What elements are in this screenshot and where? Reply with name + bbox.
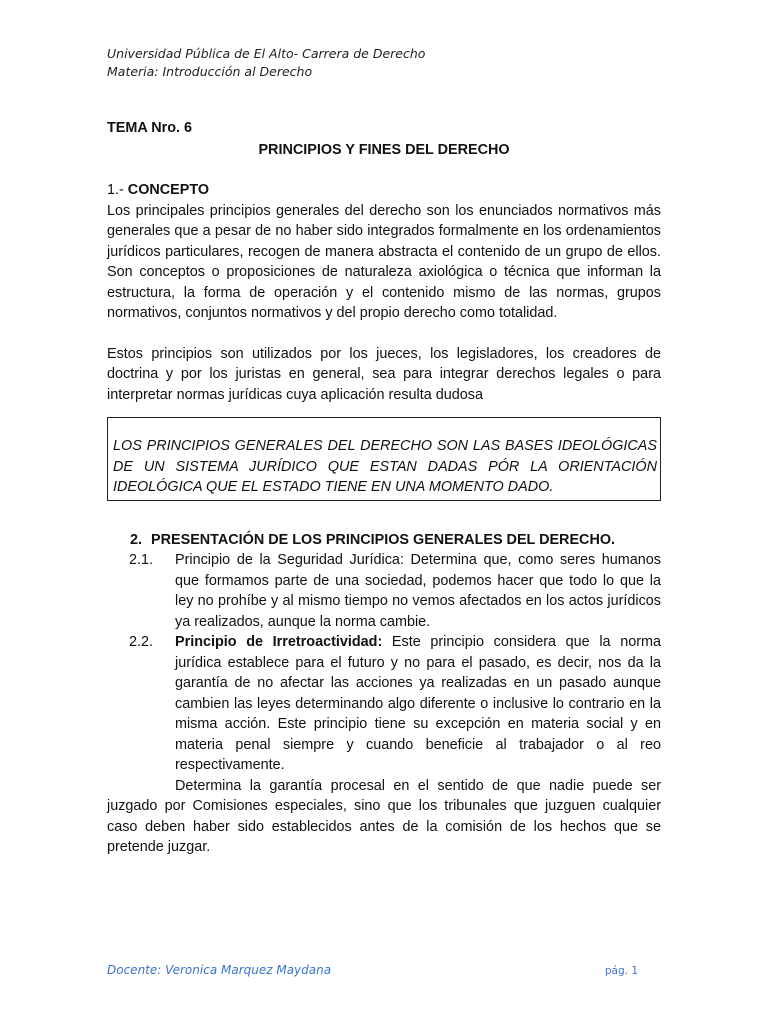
section-1-title: CONCEPTO <box>127 182 210 198</box>
page-header <box>107 45 425 81</box>
footer-page-number: pág. 1 <box>604 965 638 977</box>
list-item-bold-lead: Principio de Irretroactividad: <box>175 634 383 650</box>
highlight-box: LOS PRINCIPIOS GENERALES DEL DERECHO SON LAS BASES IDEOLÓGICAS DE UN SISTEMA JURÍDICO QUE ESTAN DADAS PÓR LA ORIENTACIÓN IDEOLÓGICA QUE EL ESTADO TIENE EN UNA MOMENTO DADO. <box>107 417 661 501</box>
section-1-paragraph-2: Estos principios son utilizados por los jueces, los legisladores, los creadores de doctrina y por los juristas en general, sea para integrar derechos legales o para interpretar normas jurídicas cuya aplicación resulta dudosa <box>107 345 661 403</box>
footer-docente: Docente: Veronica Marquez Maydana <box>107 963 332 977</box>
list-item-body: Este principio considera que la norma jurídica establece para el futuro y no para el pasado, es decir, nos da la garantía de no afectar las acciones ya realizadas en un pasado aunque cambien las leyes determinando algo diferente o inclusive lo contrario en la misma acción. Este principio tiene su excepción en materia social y en materia penal siempre y cuando beneficie al trabajador o al reo respectivamente. <box>175 634 661 773</box>
list-item <box>129 632 661 776</box>
section-2-heading <box>130 530 661 551</box>
topic-number: TEMA Nro. 6 <box>107 120 193 136</box>
header-subject: Materia: Introducción al Derecho <box>107 64 313 79</box>
list-item-number: 2.1. <box>129 552 154 568</box>
list-item-number: 2.2. <box>129 634 154 650</box>
section-2-number: 2. <box>130 531 143 548</box>
header-university: Universidad Pública de El Alto- Carrera de Derecho <box>107 46 426 61</box>
section-2-closing-paragraph: Determina la garantía procesal en el sentido de que nadie puede ser juzgado por Comisiones especiales, sino que los tribunales que juzguen cualquier caso deben haber sido establecidos antes de la comisión de los hechos que se pretende juzgar. <box>107 777 661 855</box>
section-1-number: 1.- <box>107 182 128 198</box>
section-1-paragraph-1: Los principales principios generales del derecho son los enunciados normativos más generales que a pesar de no haber sido integrados formalmente en los ordenamientos jurídicos particulares, recogen de manera abstracta el contenido de un grupo de ellos. Son conceptos o proposiciones de naturaleza axiológica o técnica que informan la estructura, la forma de operación y el contenido mismo de las normas, grupos normativos, conjuntos normativos y del propio derecho como totalidad. <box>107 202 661 321</box>
list-item <box>129 550 661 632</box>
section-2-title: PRESENTACIÓN DE LOS PRINCIPIOS GENERALES DEL DERECHO. <box>151 531 616 548</box>
section-1-heading <box>107 180 661 201</box>
list-item-text <box>175 632 661 776</box>
list-item-text: Principio de la Seguridad Jurídica: Determina que, como seres humanos que formamos parte de una sociedad, podemos hacer que todo lo que la ley no prohíbe y al mismo tiempo no vemos afectados en los actos jurídicos ya realizados, aunque la norma cambie. <box>175 552 661 630</box>
document-body <box>107 118 661 858</box>
document-title: PRINCIPIOS Y FINES DEL DERECHO <box>258 141 510 158</box>
